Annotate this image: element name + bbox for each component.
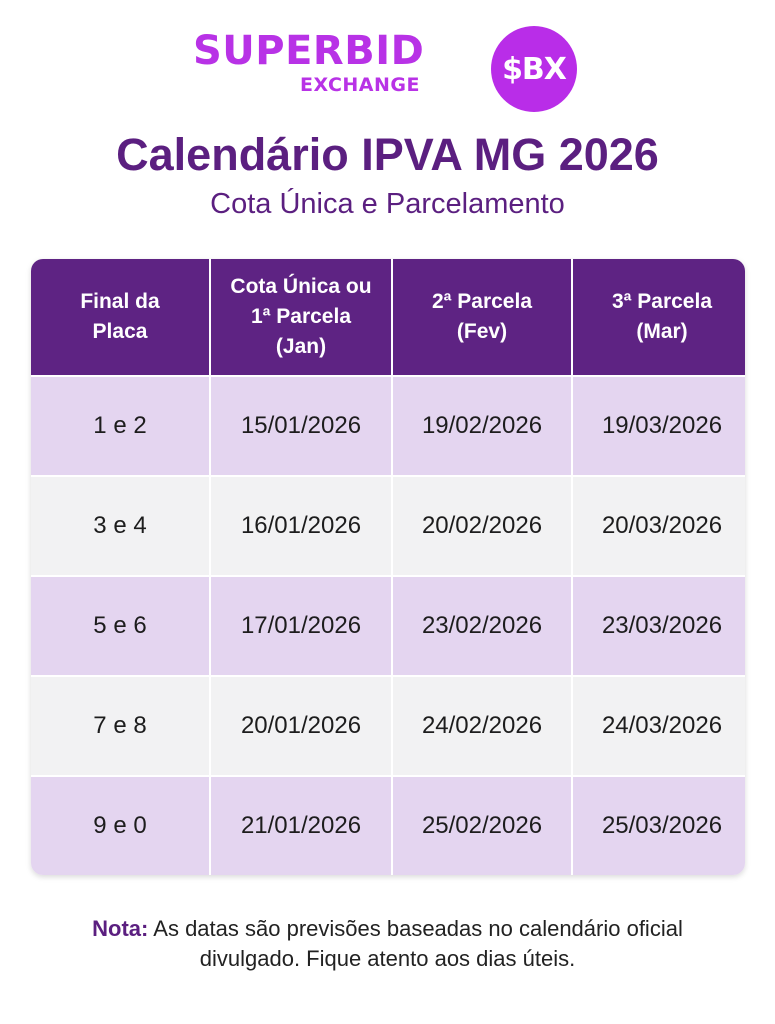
cell-cota-unica: 17/01/2026 bbox=[211, 577, 393, 675]
table-row bbox=[31, 575, 745, 675]
brand-name: SUPERBID bbox=[193, 28, 425, 74]
cell-segunda-parcela: 20/02/2026 bbox=[393, 477, 573, 575]
footnote bbox=[40, 914, 735, 974]
cell-terceira-parcela: 23/03/2026 bbox=[601, 612, 723, 639]
page-title: Calendário IPVA MG 2026 bbox=[116, 129, 659, 180]
header-line: 1ª Parcela bbox=[250, 305, 352, 328]
header-line: 2ª Parcela bbox=[431, 290, 533, 313]
header-final-placa bbox=[31, 259, 211, 375]
footnote-text: As datas são previsões baseadas no calendário oficial divulgado. Fique atento aos dias úteis. bbox=[153, 916, 683, 971]
header-line: Cota Única ou bbox=[230, 275, 372, 298]
header-terceira-parcela bbox=[573, 259, 745, 375]
footnote-label: Nota: bbox=[92, 916, 149, 941]
table-row bbox=[31, 375, 745, 475]
header-cota-unica bbox=[211, 259, 393, 375]
cell-terceira-parcela: 24/03/2026 bbox=[601, 712, 723, 739]
table-row bbox=[31, 475, 745, 575]
cell-final-placa: 5 e 6 bbox=[31, 577, 211, 675]
cell-cota-unica: 20/01/2026 bbox=[211, 677, 393, 775]
cell-segunda-parcela: 24/02/2026 bbox=[393, 677, 573, 775]
table-row bbox=[31, 675, 745, 775]
header-line: (Mar) bbox=[636, 320, 688, 343]
page-subtitle: Cota Única e Parcelamento bbox=[210, 188, 565, 220]
cell-final-placa: 9 e 0 bbox=[31, 777, 211, 875]
cell-terceira-parcela: 20/03/2026 bbox=[601, 512, 723, 539]
cell-cota-unica: 16/01/2026 bbox=[211, 477, 393, 575]
cell-cota-unica: 21/01/2026 bbox=[211, 777, 393, 875]
header-segunda-parcela bbox=[393, 259, 573, 375]
header-line: (Fev) bbox=[456, 320, 508, 343]
cell-final-placa: 3 e 4 bbox=[31, 477, 211, 575]
header-line: (Jan) bbox=[275, 335, 327, 358]
header-line: Placa bbox=[92, 320, 148, 343]
ipva-calendar-table bbox=[31, 259, 745, 875]
cell-final-placa: 7 e 8 bbox=[31, 677, 211, 775]
table-header bbox=[31, 259, 745, 375]
header-line: Final da bbox=[80, 290, 160, 313]
brand-subname: EXCHANGE bbox=[300, 74, 420, 96]
cell-cota-unica: 15/01/2026 bbox=[211, 377, 393, 475]
cell-segunda-parcela: 19/02/2026 bbox=[393, 377, 573, 475]
table-row bbox=[31, 775, 745, 875]
header-line: 3ª Parcela bbox=[611, 290, 713, 313]
cell-terceira-parcela: 19/03/2026 bbox=[601, 412, 723, 439]
brand-logo bbox=[0, 26, 775, 112]
cell-segunda-parcela: 23/02/2026 bbox=[393, 577, 573, 675]
brand-badge-icon: $BX bbox=[491, 26, 577, 112]
cell-final-placa: 1 e 2 bbox=[31, 377, 211, 475]
cell-segunda-parcela: 25/02/2026 bbox=[393, 777, 573, 875]
cell-terceira-parcela: 25/03/2026 bbox=[601, 812, 723, 839]
